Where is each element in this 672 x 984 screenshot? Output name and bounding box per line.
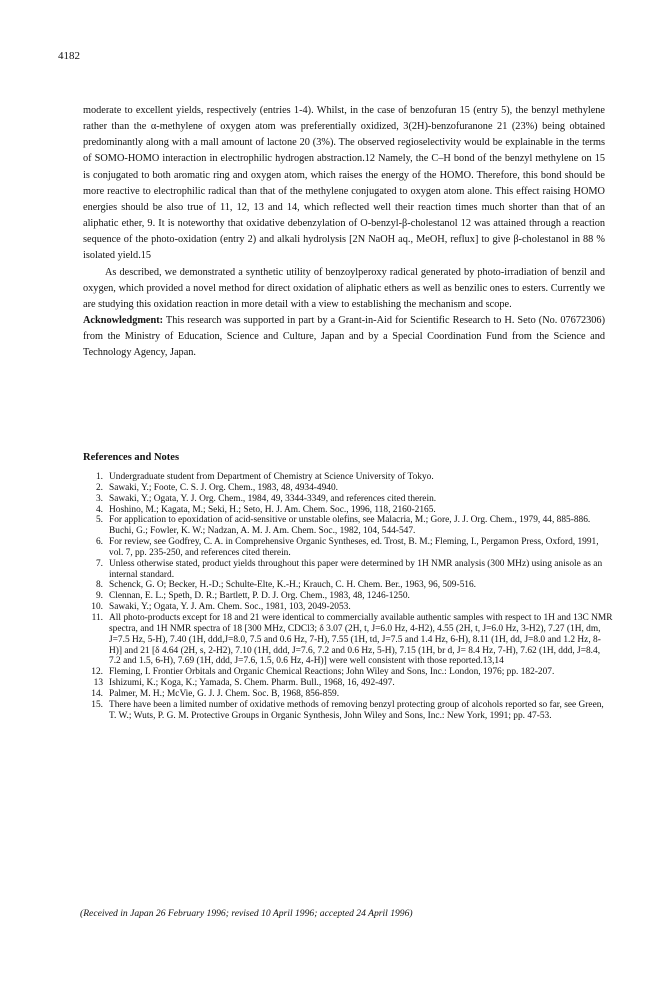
reference-text: There have been a limited number of oxidative methods of removing benzyl protecting group of alcohols reported so far, see Green, T. W.; Wuts, P. G. M. Protective Groups in Organic Synthesis, John Wiley and Sons, Inc.: New York, 1991; pp. 47-53. <box>109 699 604 721</box>
reference-number: 6. <box>95 537 103 548</box>
reference-number: 3. <box>95 493 103 504</box>
reference-item <box>83 591 613 602</box>
reference-number: 11. <box>91 612 103 623</box>
reference-item <box>83 689 613 700</box>
references-list <box>83 472 613 721</box>
acknowledgment-heading: Acknowledgment: <box>83 315 164 327</box>
reference-number: 5. <box>95 515 103 526</box>
reference-item <box>83 537 613 559</box>
reference-text: Fleming, I. Frontier Orbitals and Organic Chemical Reactions; John Wiley and Sons, Inc.: London, 1976; pp. 182-207. <box>109 667 555 678</box>
reference-text: All photo-products except for 18 and 21 were identical to commercially available authentic samples with respect to 1H and 13C NMR spectra, and 1H NMR spectra of 18 [300 MHz, CDCl3; δ 3.07 (2H, t, J=6.0 Hz, 4-H2), 4.55 (2H, t, J=6.0 Hz, 3-H2), 7.27 (1H, dm, J=7.5 Hz, 5-H), 7.40 (1H, ddd,J=8.0, 7.5 and 0.6 Hz, 7-H), 7.55 (1H, td, J=7.5 and 1.4 Hz, 6-H), 8.11 (1H, dd, J=8.0 and 1.2 Hz, 8-H)] and 21 [δ 4.64 (2H, s, 2-H2), 7.10 (1H, ddd, J=7.6, 7.2 and 0.6 Hz, 5-H), 7.15 (1H, br d, J= 8.4 Hz, 7-H), 7.62 (1H, ddd, J=8.4, 7.2 and 1.5, 6-H), 7.69 (1H, ddd, J=7.6, 1.5, 0.6 Hz, 4-H)] were well consistent with those reported.13,14 <box>109 612 613 667</box>
reference-text: Palmer, M. H.; McVie, G. J. J. Chem. Soc. B, 1968, 856-859. <box>109 688 340 699</box>
reference-item <box>83 678 613 689</box>
reference-item <box>83 613 613 667</box>
reference-item <box>83 505 613 516</box>
reference-number: 15. <box>91 699 103 710</box>
reference-item <box>83 602 613 613</box>
reference-text: Unless otherwise stated, product yields throughout this paper were determined by 1H NMR analysis (300 MHz) using anisole as an internal standard. <box>109 558 603 580</box>
reference-item <box>83 580 613 591</box>
reference-text: Schenck, G. O; Becker, H.-D.; Schulte-Elte, K.-H.; Krauch, C. H. Chem. Ber., 1963, 96, 509-516. <box>109 580 477 591</box>
reference-number: 1. <box>95 472 103 482</box>
acknowledgment <box>83 313 605 361</box>
reference-number: 8. <box>95 580 103 591</box>
reference-number: 12. <box>91 667 103 678</box>
reference-item <box>83 483 613 494</box>
reference-number: 14. <box>91 688 103 699</box>
reference-item <box>83 515 613 537</box>
reference-item <box>83 559 613 581</box>
body-text <box>83 103 605 362</box>
reference-text: For review, see Godfrey, C. A. in Comprehensive Organic Syntheses, ed. Trost, B. M.; Fleming, I., Pergamon Press, Oxford, 1991, vol. 7, pp. 235-250, and references cited therein. <box>109 537 599 558</box>
received-dates: (Received in Japan 26 February 1996; revised 10 April 1996; accepted 24 April 1996) <box>80 908 413 919</box>
reference-text: Ishizumi, K.; Koga, K.; Yamada, S. Chem. Pharm. Bull., 1968, 16, 492-497. <box>109 678 395 689</box>
reference-item <box>83 494 613 505</box>
paragraph: moderate to excellent yields, respectively (entries 1-4). Whilst, in the case of benzofuran 15 (entry 5), the benzyl methylene rather than the α-methylene of oxygen atom was preferentially oxidized, 3(2H)-benzofuranone 21 (23%) being obtained predominantly along with a mall amount of lactone 20 (3%). The observed regioselectivity would be explainable in the terms of SOMO-HOMO interaction in electrophilic hydrogen abstraction.12 Namely, the C–H bond of the benzyl methylene on 15 is conjugated to both aromatic ring and oxygen atom, which raises the energy of the HOMO. Therefore, this bond should be more reactive to electrophilic radical than that of the methylene conjugated to oxygen atom alone. This effect raising HOMO energies should be also true of 11, 12, 13 and 14, which reflected well their reaction times much shorter than that of an aliphatic ether, 9. It is noteworthy that oxidative debenzylation of O-benzyl-β-cholestanol 12 was attained through a reaction sequence of the photo-oxidation (entry 2) and alkali hydrolysis [2N NaOH aq., MeOH, reflux] to give β-cholestanol in 88 % isolated yield.15 <box>83 105 605 262</box>
references-heading: References and Notes <box>83 452 180 463</box>
reference-number: 2. <box>95 482 103 493</box>
reference-text: Sawaki, Y.; Foote, C. S. J. Org. Chem., 1983, 48, 4934-4940. <box>109 482 338 493</box>
acknowledgment-text: This research was supported in part by a Grant-in-Aid for Scientific Research to H. Seto (No. 07672306) from the Ministry of Education, Science and Culture, Japan and by a Special Coordination Fund from the Science and Technology Agency, Japan. <box>83 315 605 359</box>
page-number: 4182 <box>58 50 80 62</box>
reference-number: 9. <box>95 591 103 602</box>
reference-text: Clennan, E. L.; Speth, D. R.; Bartlett, P. D. J. Org. Chem., 1983, 48, 1246-1250. <box>109 591 410 602</box>
reference-text: Sawaki, Y.; Ogata, Y. J. Org. Chem., 1984, 49, 3344-3349, and references cited therein. <box>109 493 437 504</box>
reference-text: For application to epoxidation of acid-sensitive or unstable olefins, see Malacria, M.; Gore, J. J. Org. Chem., 1979, 44, 885-886. Buchi, G.; Fowler, K. W.; Nadzan, A. M. J. Am. Chem. Soc., 1982, 104, 544-547. <box>109 515 591 537</box>
reference-item <box>83 667 613 678</box>
reference-text: Hoshino, M.; Kagata, M.; Seki, H.; Seto, H. J. Am. Chem. Soc., 1996, 118, 2160-2165. <box>109 504 436 515</box>
reference-item <box>83 700 613 722</box>
reference-number: 10. <box>91 602 103 613</box>
reference-number: 13 <box>93 678 103 689</box>
reference-text: Undergraduate student from Department of Chemistry at Science University of Tokyo. <box>109 472 434 482</box>
reference-item <box>83 472 613 483</box>
paragraph: As described, we demonstrated a synthetic utility of benzoylperoxy radical generated by photo-irradiation of benzil and oxygen, which provided a novel method for direct oxidation of aliphatic ethers as well as benzilic ones to esters. Currently we are studying this oxidation reaction in more detail with a view to establishing the mechanism and scope. <box>83 266 605 310</box>
reference-number: 7. <box>95 558 103 569</box>
reference-number: 4. <box>95 504 103 515</box>
reference-text: Sawaki, Y.; Ogata, Y. J. Am. Chem. Soc., 1981, 103, 2049-2053. <box>109 602 351 613</box>
